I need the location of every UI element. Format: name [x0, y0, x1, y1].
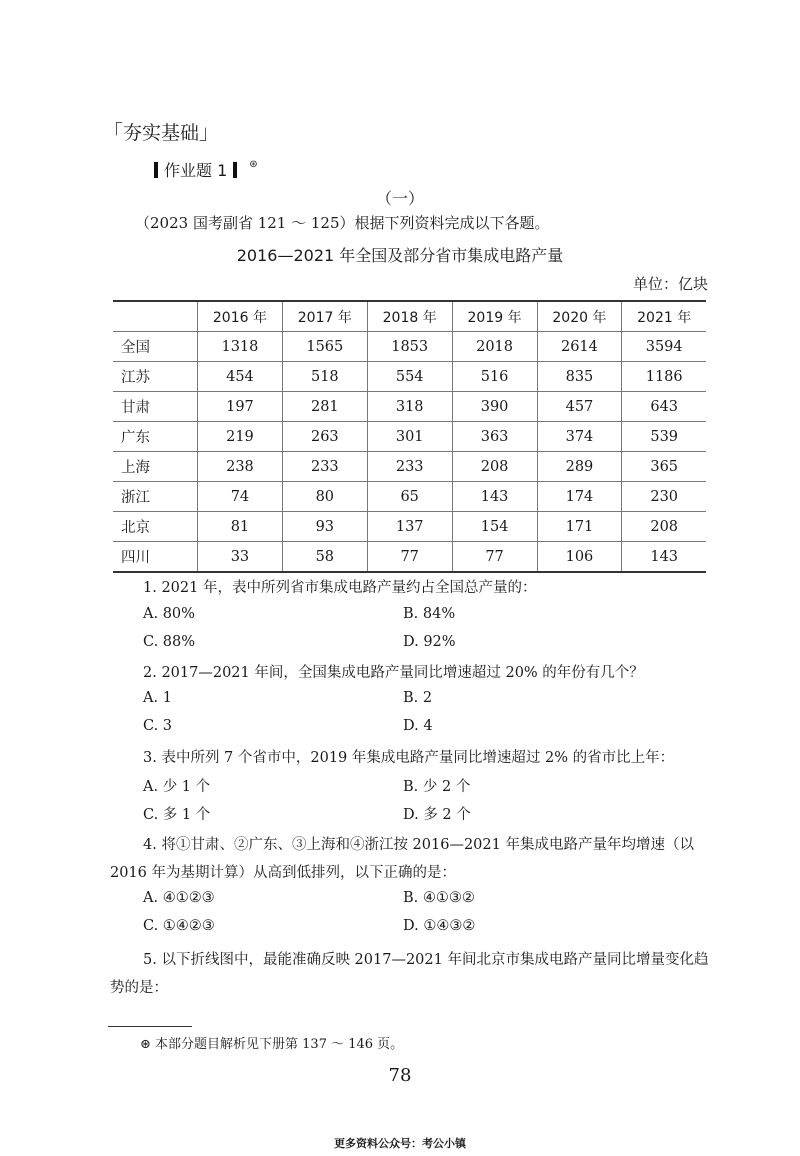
header-cell: [113, 301, 198, 332]
table-cell: 363: [452, 422, 537, 452]
table-cell: 457: [537, 392, 622, 422]
table-cell: 539: [622, 422, 706, 452]
table-cell: 281: [282, 392, 367, 422]
bracket-close: 」: [199, 120, 220, 144]
question-5-stem: 5. 以下折线图中，最能准确反映 2017—2021 年间北京市集成电路产量同比增量变化趋势的是：: [110, 952, 709, 996]
option-c[interactable]: C. 3: [143, 718, 173, 734]
table-cell: 65: [367, 482, 452, 512]
table-cell: 238: [198, 452, 283, 482]
header-cell: 2018 年: [367, 301, 452, 332]
section-title-text: 夯实基础: [123, 122, 200, 144]
table-cell: 516: [452, 362, 537, 392]
option-d[interactable]: D. 4: [403, 718, 433, 734]
table-cell: 318: [367, 392, 452, 422]
right-bar-icon: [233, 162, 237, 178]
table-cell: 554: [367, 362, 452, 392]
table-row: [113, 332, 706, 362]
row-label: 江苏: [113, 362, 198, 392]
table-cell: 137: [367, 512, 452, 542]
table-cell: 219: [198, 422, 283, 452]
option-a[interactable]: A. 1: [143, 690, 172, 706]
table-header-row: [113, 301, 706, 332]
table-row: [113, 362, 706, 392]
row-label: 全国: [113, 332, 198, 362]
footnote-mark-icon: ⊛: [249, 159, 258, 170]
table-cell: 171: [537, 512, 622, 542]
table-cell: 80: [282, 482, 367, 512]
option-b[interactable]: B. ④①③②: [403, 890, 475, 906]
data-table: [113, 300, 706, 573]
option-a[interactable]: A. ④①②③: [143, 890, 215, 906]
option-c[interactable]: C. 88%: [143, 634, 196, 650]
table-row: [113, 512, 706, 542]
row-label: 广东: [113, 422, 198, 452]
table-cell: 81: [198, 512, 283, 542]
option-d[interactable]: D. 多 2 个: [403, 807, 471, 823]
question-2-stem: 2. 2017—2021 年间，全国集成电路产量同比增速超过 20% 的年份有几个？: [143, 665, 644, 681]
table-cell: 230: [622, 482, 706, 512]
table-cell: 143: [622, 542, 706, 573]
question-1-stem: 1. 2021 年，表中所列省市集成电路产量约占全国总产量的：: [143, 580, 537, 596]
table-cell: 58: [282, 542, 367, 573]
header-cell: 2019 年: [452, 301, 537, 332]
table-cell: 1565: [282, 332, 367, 362]
header-cell: 2017 年: [282, 301, 367, 332]
table-row: [113, 392, 706, 422]
table-cell: 154: [452, 512, 537, 542]
option-c[interactable]: C. ①④②③: [143, 918, 215, 934]
table-cell: 106: [537, 542, 622, 573]
table-cell: 2614: [537, 332, 622, 362]
table-cell: 301: [367, 422, 452, 452]
option-c[interactable]: C. 多 1 个: [143, 807, 211, 823]
table-cell: 454: [198, 362, 283, 392]
table-row: [113, 542, 706, 573]
page-number: 78: [388, 1065, 412, 1086]
intro-text: （2023 国考副省 121 ～ 125）根据下列资料完成以下各题。: [135, 214, 550, 232]
table-cell: 197: [198, 392, 283, 422]
table-row: [113, 422, 706, 452]
table-cell: 143: [452, 482, 537, 512]
table-cell: 208: [622, 512, 706, 542]
row-label: 北京: [113, 512, 198, 542]
table-cell: 77: [452, 542, 537, 573]
option-d[interactable]: D. ①④③②: [403, 918, 476, 934]
section-title: [103, 116, 219, 145]
header-cell: 2020 年: [537, 301, 622, 332]
table-title: 2016—2021 年全国及部分省市集成电路产量: [236, 246, 564, 265]
table-cell: 374: [537, 422, 622, 452]
table-cell: 3594: [622, 332, 706, 362]
table-cell: 174: [537, 482, 622, 512]
homework-title-text: 作业题 1: [164, 161, 228, 180]
table-cell: 1186: [622, 362, 706, 392]
bracket-open: 「: [103, 120, 123, 144]
table-cell: 1853: [367, 332, 452, 362]
table-cell: 289: [537, 452, 622, 482]
header-cell: 2016 年: [198, 301, 283, 332]
table-cell: 33: [198, 542, 283, 573]
table-cell: 390: [452, 392, 537, 422]
table-unit: 单位：亿块: [632, 275, 708, 293]
footnote-divider: [108, 1026, 192, 1027]
table-cell: 643: [622, 392, 706, 422]
table-row: [113, 452, 706, 482]
table-cell: 233: [367, 452, 452, 482]
footnote: ⊛ 本部分题目解析见下册第 137 ～ 146 页。: [140, 1037, 404, 1052]
option-b[interactable]: B. 84%: [403, 606, 456, 622]
question-4-stem: 4. 将①甘肃、②广东、③上海和④浙江按 2016—2021 年集成电路产量年均增速（以 2016 年为基期计算）从高到低排列，以下正确的是：: [110, 837, 694, 881]
footer-text: 更多资料公众号：考公小镇: [334, 1137, 466, 1150]
row-label: 甘肃: [113, 392, 198, 422]
option-b[interactable]: B. 少 2 个: [403, 779, 471, 795]
table-cell: 263: [282, 422, 367, 452]
left-bar-icon: [154, 162, 158, 178]
table-cell: 77: [367, 542, 452, 573]
row-label: 四川: [113, 542, 198, 573]
table-cell: 1318: [198, 332, 283, 362]
table-cell: 93: [282, 512, 367, 542]
homework-title: [148, 158, 258, 181]
table-cell: 2018: [452, 332, 537, 362]
table-cell: 835: [537, 362, 622, 392]
table-cell: 233: [282, 452, 367, 482]
table-cell: 518: [282, 362, 367, 392]
row-label: 上海: [113, 452, 198, 482]
option-a[interactable]: A. 80%: [143, 606, 195, 622]
row-label: 浙江: [113, 482, 198, 512]
question-3-stem: 3. 表中所列 7 个省市中，2019 年集成电路产量同比增速超过 2% 的省市比上年：: [143, 750, 675, 766]
table-cell: 74: [198, 482, 283, 512]
option-d[interactable]: D. 92%: [403, 634, 456, 650]
header-cell: 2021 年: [622, 301, 706, 332]
table-cell: 208: [452, 452, 537, 482]
part-heading: （一）: [375, 189, 424, 208]
table-cell: 365: [622, 452, 706, 482]
option-a[interactable]: A. 少 1 个: [143, 779, 211, 795]
option-b[interactable]: B. 2: [403, 690, 433, 706]
table-row: [113, 482, 706, 512]
